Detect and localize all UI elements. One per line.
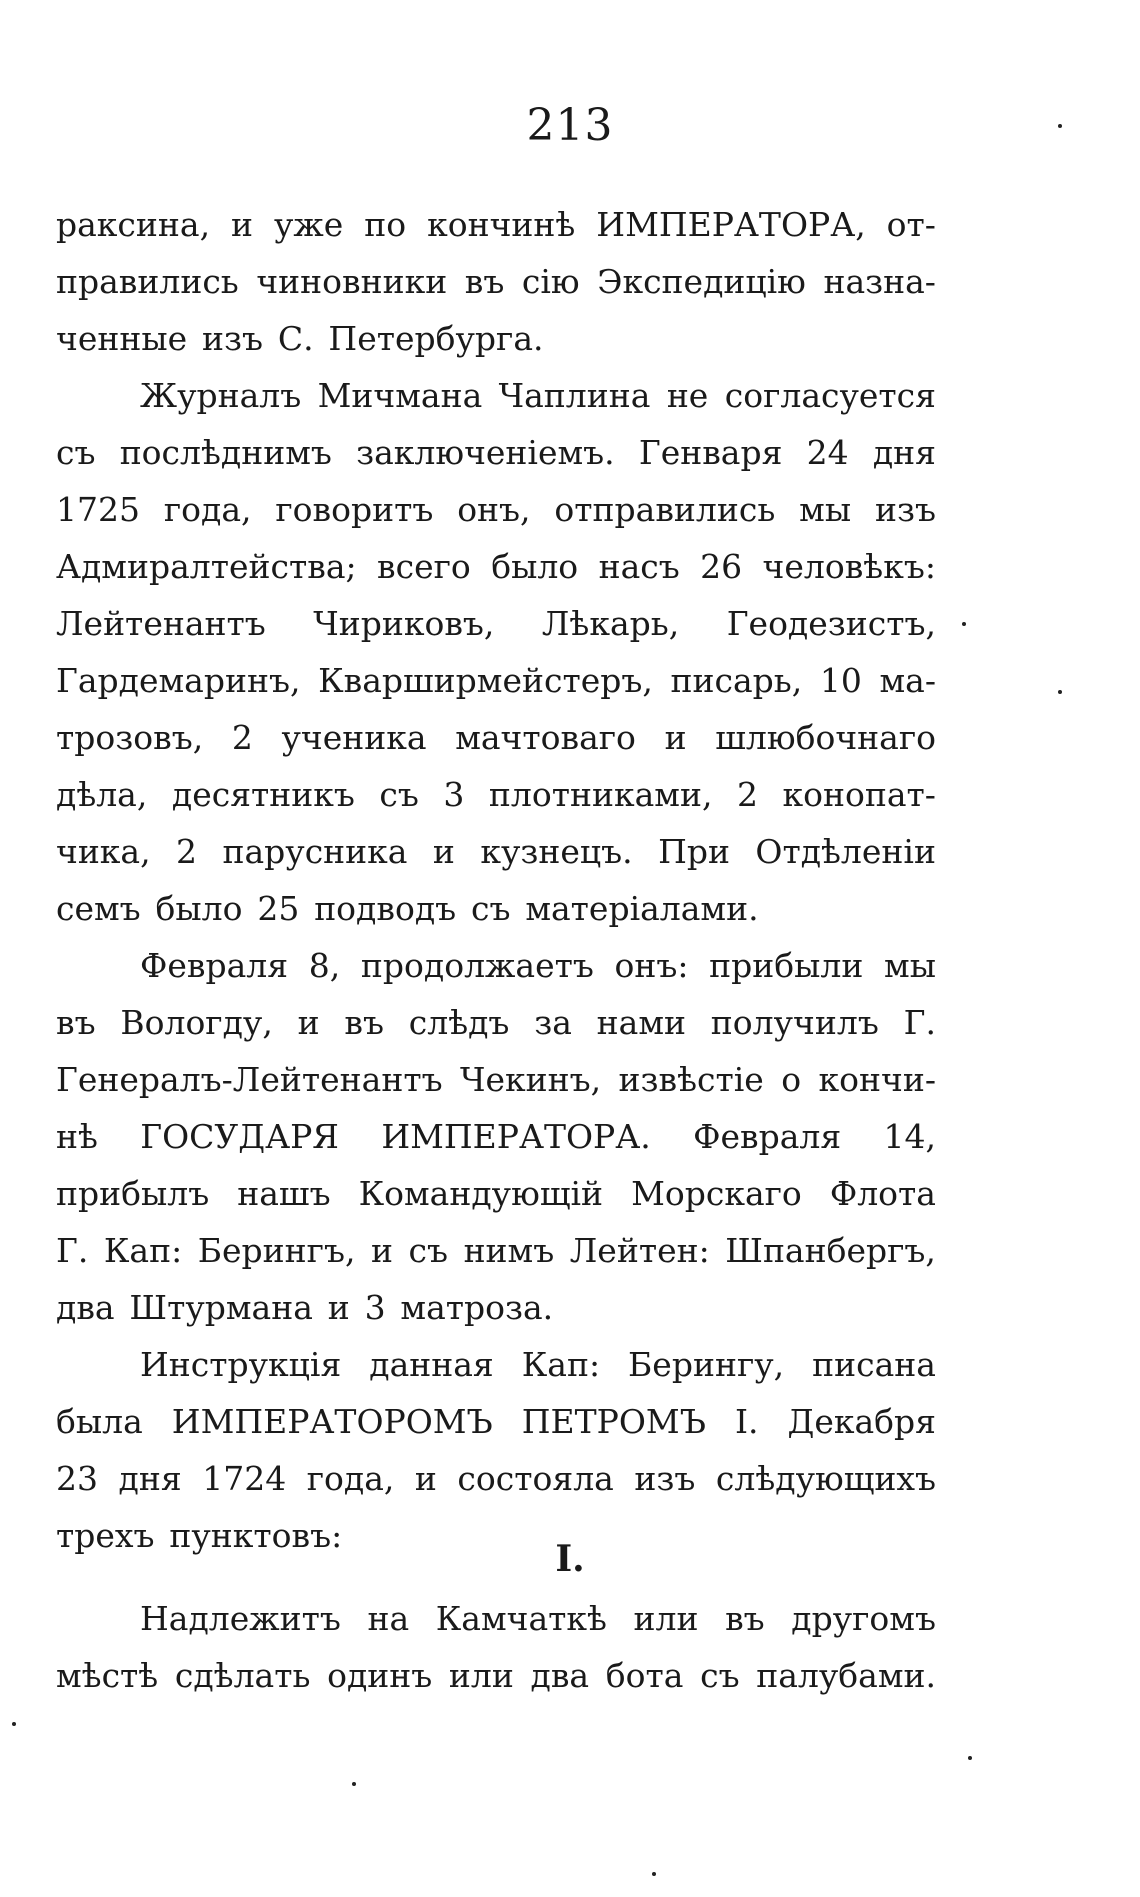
word: Чириковъ, xyxy=(313,604,495,643)
word: съ xyxy=(470,889,511,928)
word: въ xyxy=(56,1003,96,1042)
word: мачтоваго xyxy=(455,718,636,757)
word: ИМПЕРАТОРА, xyxy=(596,205,866,244)
word: или xyxy=(448,1656,514,1695)
word: Журналъ xyxy=(140,376,302,415)
text-line xyxy=(56,823,936,880)
word: При xyxy=(658,832,730,871)
body-text xyxy=(56,196,936,1564)
body-text-continued xyxy=(56,1590,936,1704)
word: Чаплина xyxy=(498,376,651,415)
word: онъ: xyxy=(614,946,689,985)
word: Кварширмейстеръ, xyxy=(318,661,653,700)
word: ПЕТРОМЪ xyxy=(521,1402,706,1441)
text-line xyxy=(56,1590,936,1647)
word: изъ xyxy=(201,319,263,358)
word: 26 xyxy=(700,547,743,586)
word: Лѣкарь, xyxy=(541,604,680,643)
word: Экспедицiю xyxy=(597,262,806,301)
word: Лейтенантъ xyxy=(56,604,266,643)
word: года, xyxy=(306,1459,395,1498)
word: дня xyxy=(872,433,936,472)
word: Г. xyxy=(56,1231,89,1270)
word: въ xyxy=(725,1599,765,1638)
word: было xyxy=(491,547,579,586)
word: чиновники xyxy=(256,262,448,301)
text-line xyxy=(56,994,936,1051)
word: изъ xyxy=(634,1459,696,1498)
word: прибылъ xyxy=(56,1174,210,1213)
word: насъ xyxy=(598,547,680,586)
word: мы xyxy=(884,946,936,985)
word: получилъ xyxy=(710,1003,879,1042)
word: другомъ xyxy=(791,1599,936,1638)
scan-speck xyxy=(12,1722,16,1726)
text-line xyxy=(56,1165,936,1222)
word: Генералъ-Лейтенантъ xyxy=(56,1060,443,1099)
text-line xyxy=(56,424,936,481)
text-line xyxy=(56,880,936,937)
page-number: 213 xyxy=(526,100,614,151)
text-line xyxy=(56,709,936,766)
word: писана xyxy=(812,1345,936,1384)
word: онъ, xyxy=(457,490,531,529)
word: Чекинъ, xyxy=(459,1060,602,1099)
word: Гардемаринъ, xyxy=(56,661,301,700)
word: одинъ xyxy=(327,1656,433,1695)
word: Петербурга. xyxy=(328,319,544,358)
text-line xyxy=(56,1279,936,1336)
word: и xyxy=(370,1231,393,1270)
word: палубами. xyxy=(756,1656,936,1695)
word: и xyxy=(414,1459,437,1498)
word: 1725 xyxy=(56,490,140,529)
text-line xyxy=(56,538,936,595)
text-line xyxy=(56,310,936,367)
word: и xyxy=(432,832,455,871)
word: заключенiемъ. xyxy=(356,433,615,472)
word: 2 xyxy=(176,832,198,871)
word: бота xyxy=(605,1656,684,1695)
word: два xyxy=(530,1656,590,1695)
word: Берингу, xyxy=(628,1345,785,1384)
text-line xyxy=(56,253,936,310)
word: подводъ xyxy=(314,889,457,928)
word: Адмиралтейства; xyxy=(56,547,357,586)
word: Инструкцiя xyxy=(140,1345,342,1384)
word: человѣкъ: xyxy=(762,547,936,586)
word: ма- xyxy=(879,661,936,700)
word: года, xyxy=(163,490,252,529)
word: нами xyxy=(596,1003,687,1042)
word: прибыли xyxy=(709,946,864,985)
word: по xyxy=(364,205,407,244)
word: и xyxy=(297,1003,320,1042)
word: извѣстiе xyxy=(618,1060,764,1099)
word: послѣднимъ xyxy=(119,433,332,472)
text-line xyxy=(56,766,936,823)
word: парусника xyxy=(222,832,408,871)
word: трехъ xyxy=(56,1516,155,1555)
word: 1724 xyxy=(202,1459,287,1498)
text-line xyxy=(56,595,936,652)
word: от- xyxy=(886,205,936,244)
word: было xyxy=(155,889,243,928)
word: и xyxy=(231,205,254,244)
word: 3 xyxy=(364,1288,386,1327)
word: Февраля xyxy=(140,946,289,985)
word: 25 xyxy=(257,889,300,928)
word: Вологду, xyxy=(120,1003,273,1042)
word: состояла xyxy=(457,1459,614,1498)
scan-speck xyxy=(1058,690,1062,694)
word: или xyxy=(633,1599,699,1638)
word: изъ xyxy=(874,490,936,529)
text-line xyxy=(56,937,936,994)
scan-speck xyxy=(1058,124,1062,128)
word: сдѣлать xyxy=(174,1656,311,1695)
word: была xyxy=(56,1402,143,1441)
word: кончи- xyxy=(818,1060,936,1099)
word: шлюбочнаго xyxy=(715,718,936,757)
word: Геодезистъ, xyxy=(726,604,936,643)
word: I. xyxy=(734,1402,759,1441)
word: конопат- xyxy=(782,775,936,814)
word: въ xyxy=(344,1003,384,1042)
text-line xyxy=(56,481,936,538)
text-line xyxy=(56,1647,936,1704)
word: съ xyxy=(408,1231,449,1270)
word: нимъ xyxy=(463,1231,555,1270)
word: кончинѣ xyxy=(427,205,576,244)
word: о xyxy=(781,1060,802,1099)
word: десятникъ xyxy=(171,775,355,814)
word: Надлежитъ xyxy=(140,1599,341,1638)
word: Кап: xyxy=(103,1231,183,1270)
word: два xyxy=(56,1288,115,1327)
word: на xyxy=(367,1599,410,1638)
word: плотниками, xyxy=(488,775,713,814)
word: Шпанбергъ, xyxy=(725,1231,936,1270)
word: съ xyxy=(379,775,419,814)
word: согласуется xyxy=(724,376,936,415)
word: уже xyxy=(274,205,344,244)
word: Морскаго xyxy=(631,1174,802,1213)
word: 10 xyxy=(819,661,862,700)
word: ученика xyxy=(281,718,427,757)
word: матроза. xyxy=(400,1288,554,1327)
word: Генваря xyxy=(638,433,783,472)
word: кузнецъ. xyxy=(480,832,633,871)
word: Лейтен: xyxy=(569,1231,710,1270)
word: въ xyxy=(464,262,505,301)
word: Берингъ, xyxy=(197,1231,356,1270)
section-mark: I. xyxy=(555,1538,585,1580)
word: Штурмана xyxy=(129,1288,313,1327)
word: продолжаетъ xyxy=(360,946,594,985)
word: Декабря xyxy=(787,1402,936,1441)
text-line xyxy=(56,1222,936,1279)
word: чика, xyxy=(56,832,151,871)
word: 3 xyxy=(443,775,465,814)
text-line xyxy=(56,367,936,424)
word: не xyxy=(666,376,709,415)
word: матерiалами. xyxy=(525,889,759,928)
word: Камчаткѣ xyxy=(435,1599,607,1638)
word: Отдѣленiи xyxy=(755,832,936,871)
word: 2 xyxy=(231,718,253,757)
word: слѣдъ xyxy=(408,1003,510,1042)
word: ИМПЕРАТОРОМЪ xyxy=(171,1402,493,1441)
scan-speck xyxy=(352,1782,356,1786)
text-line xyxy=(56,196,936,253)
word: слѣдующихъ xyxy=(715,1459,936,1498)
word: правились xyxy=(56,262,239,301)
word: мы xyxy=(799,490,852,529)
text-line xyxy=(56,1393,936,1450)
word: 24 xyxy=(806,433,849,472)
text-line xyxy=(56,1450,936,1507)
word: нѣ xyxy=(56,1117,98,1156)
word: мѣстѣ xyxy=(56,1656,159,1695)
word: С. xyxy=(277,319,314,358)
word: всего xyxy=(377,547,471,586)
word: 23 xyxy=(56,1459,98,1498)
word: семъ xyxy=(56,889,141,928)
word: и xyxy=(664,718,687,757)
word: дня xyxy=(118,1459,182,1498)
word: Г. xyxy=(903,1003,936,1042)
scan-speck xyxy=(652,1872,656,1876)
text-line xyxy=(56,652,936,709)
scan-speck xyxy=(968,1756,972,1760)
scan-speck xyxy=(962,622,966,626)
word: Командующiй xyxy=(358,1174,604,1213)
word: за xyxy=(534,1003,572,1042)
word: 2 xyxy=(736,775,758,814)
word: раксина, xyxy=(56,205,211,244)
word: говоритъ xyxy=(275,490,434,529)
word: данная xyxy=(369,1345,494,1384)
word: 14, xyxy=(883,1117,936,1156)
word: ИМПЕРАТОРА. xyxy=(381,1117,651,1156)
word: назна- xyxy=(823,262,936,301)
word: и xyxy=(327,1288,350,1327)
word: сiю xyxy=(521,262,580,301)
text-line xyxy=(56,1336,936,1393)
word: Флота xyxy=(829,1174,936,1213)
word: 8, xyxy=(308,946,341,985)
word: дѣла, xyxy=(56,775,148,814)
word: Мичмана xyxy=(317,376,483,415)
word: ГОСУДАРЯ xyxy=(140,1117,339,1156)
word: съ xyxy=(56,433,96,472)
text-line xyxy=(56,1051,936,1108)
word: отправились xyxy=(554,490,776,529)
word: трозовъ, xyxy=(56,718,204,757)
text-line xyxy=(56,1108,936,1165)
word: Кап: xyxy=(521,1345,601,1384)
word: съ xyxy=(700,1656,740,1695)
word: писарь, xyxy=(670,661,803,700)
word: пунктовъ: xyxy=(169,1516,343,1555)
word: ченные xyxy=(56,319,188,358)
word: Февраля xyxy=(693,1117,842,1156)
word: нашъ xyxy=(237,1174,331,1213)
